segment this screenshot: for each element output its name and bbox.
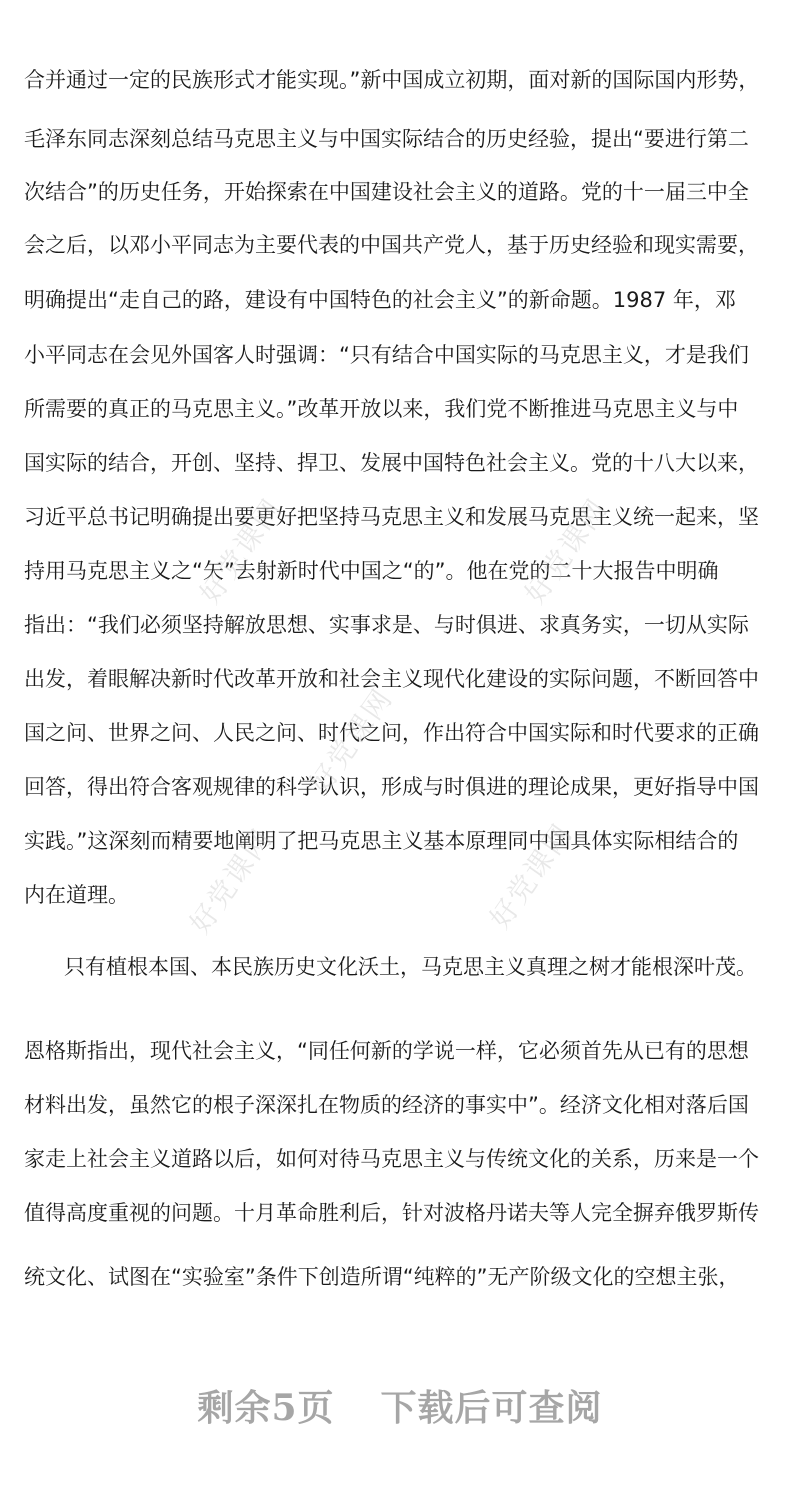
- text-line: 习近平总书记明确提出要更好把坚持马克思主义和发展马克思主义统一起来，坚: [24, 505, 759, 529]
- text-line: 家走上社会主义道路以后，如何对待马克思主义与传统文化的关系，历来是一个: [24, 1147, 759, 1171]
- text-line: 合并通过一定的民族形式才能实现。”新中国成立初期，面对新的国际国内形势，: [24, 68, 760, 92]
- clipped-text-line: [24, 0, 784, 14]
- text-line: 内在道理。: [24, 883, 129, 907]
- text-line: 所需要的真正的马克思主义。”改革开放以来，我们党不断推进马克思主义与中: [24, 397, 739, 421]
- text-line: 材料出发，虽然它的根子深深扎在物质的经济的事实中”。经济文化相对落后国: [24, 1093, 749, 1117]
- remaining-pages-label: 剩余5页: [197, 1387, 335, 1429]
- text-line: 国实际的结合，开创、坚持、捍卫、发展中国特色社会主义。党的十八大以来，: [24, 451, 759, 475]
- text-line: 国之问、世界之问、人民之问、时代之问，作出符合中国实际和时代要求的正确: [24, 721, 759, 745]
- text-line: 次结合”的历史任务，开始探索在中国建设社会主义的道路。党的十一届三中全: [24, 180, 749, 204]
- watermark: 好党课网: [183, 822, 280, 940]
- paywall-banner[interactable]: [0, 1380, 800, 1431]
- text-line-indented: 只有植根本国、本民族历史文化沃土，马克思主义真理之树才能根深叶茂。: [64, 955, 757, 979]
- text-line: 统文化、试图在“实验室”条件下创造所谓“纯粹的”无产阶级文化的空想主张，: [24, 1265, 740, 1289]
- text-line: 小平同志在会见外国客人时强调：“只有结合中国实际的马克思主义，才是我们: [24, 343, 749, 367]
- watermark: 好党课网: [518, 492, 615, 610]
- text-line: 毛泽东同志深刻总结马克思主义与中国实际结合的历史经验，提出“要进行第二: [24, 127, 749, 151]
- watermark: 好党课网: [303, 682, 400, 800]
- text-line: 实践。”这深刻而精要地阐明了把马克思主义基本原理同中国具体实际相结合的: [24, 829, 739, 853]
- text-line: 回答，得出符合客观规律的科学认识，形成与时俱进的理论成果，更好指导中国: [24, 775, 759, 799]
- text-line: 恩格斯指出，现代社会主义，“同任何新的学说一样，它必须首先从已有的思想: [24, 1039, 749, 1063]
- download-to-view-label[interactable]: 下载后可查阅: [380, 1387, 603, 1429]
- watermark: 好党课网: [193, 492, 290, 610]
- text-line: 会之后，以邓小平同志为主要代表的中国共产党人，基于历史经验和现实需要，: [24, 233, 759, 257]
- text-line: 明确提出“走自己的路，建设有中国特色的社会主义”的新命题。1987 年，邓: [24, 288, 736, 312]
- text-line: 持用马克思主义之“矢”去射新时代中国之“的”。他在党的二十大报告中明确: [24, 559, 719, 583]
- watermark: 好党课网: [483, 817, 580, 935]
- text-line: 指出：“我们必须坚持解放思想、实事求是、与时俱进、求真务实，一切从实际: [24, 613, 749, 637]
- text-line: 值得高度重视的问题。十月革命胜利后，针对波格丹诺夫等人完全摒弃俄罗斯传: [24, 1201, 759, 1225]
- text-line: 出发，着眼解决新时代改革开放和社会主义现代化建设的实际问题，不断回答中: [24, 667, 759, 691]
